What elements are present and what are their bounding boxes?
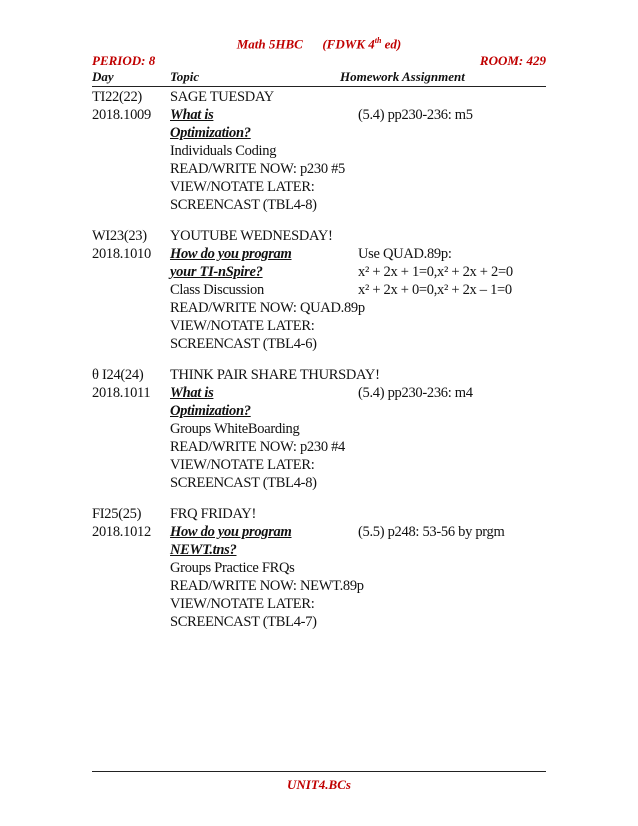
homework: (5.4) pp230-236: m5 bbox=[358, 107, 473, 123]
course-title bbox=[0, 36, 638, 52]
column-header-topic: Topic bbox=[170, 69, 200, 84]
room-label: ROOM: 429 bbox=[479, 53, 546, 68]
topic-line-1: How do you program bbox=[170, 246, 292, 262]
homework: Use QUAD.89p: bbox=[358, 246, 452, 262]
topic-line-2: Optimization? bbox=[170, 403, 251, 419]
topic-line-2: Optimization? bbox=[170, 125, 251, 141]
day-code: FI25(25) bbox=[92, 506, 142, 522]
topic-line-1: What is bbox=[170, 385, 214, 401]
activity: Groups Practice FRQs bbox=[170, 560, 295, 576]
topic-line-1: What is bbox=[170, 107, 214, 123]
unit-footer: UNIT4.BCs bbox=[287, 777, 351, 792]
activity: Groups WhiteBoarding bbox=[170, 421, 300, 437]
course-name: Math 5HBC bbox=[236, 36, 303, 52]
header-rule bbox=[92, 86, 546, 87]
topic-line-1: How do you program bbox=[170, 524, 292, 540]
entry-date: 2018.1011 bbox=[92, 385, 151, 401]
edition-suffix: ed) bbox=[381, 36, 402, 52]
day-code: TI22(22) bbox=[92, 89, 142, 105]
activity: Individuals Coding bbox=[170, 143, 277, 159]
entry-date: 2018.1010 bbox=[92, 246, 151, 262]
screencast: SCREENCAST (TBL4-8) bbox=[170, 197, 317, 213]
activity: Class Discussion bbox=[170, 282, 264, 298]
day-title: SAGE TUESDAY bbox=[170, 89, 274, 105]
day-code: WI23(23) bbox=[92, 228, 147, 244]
footer-rule bbox=[92, 771, 546, 772]
view-notate: VIEW/NOTATE LATER: bbox=[170, 318, 315, 334]
period-label: PERIOD: 8 bbox=[92, 53, 156, 68]
entry-date: 2018.1009 bbox=[92, 107, 151, 123]
view-notate: VIEW/NOTATE LATER: bbox=[170, 596, 315, 612]
view-notate: VIEW/NOTATE LATER: bbox=[170, 179, 315, 195]
homework-equation-1: x² + 2x + 1=0,x² + 2x + 2=0 bbox=[358, 264, 513, 280]
homework: (5.5) p248: 53-56 by prgm bbox=[358, 524, 505, 540]
view-notate: VIEW/NOTATE LATER: bbox=[170, 457, 315, 473]
edition-sup: th bbox=[374, 36, 382, 45]
column-header-day: Day bbox=[92, 69, 114, 84]
day-title: THINK PAIR SHARE THURSDAY! bbox=[170, 367, 380, 383]
screencast: SCREENCAST (TBL4-8) bbox=[170, 475, 317, 491]
read-write: READ/WRITE NOW: p230 #5 bbox=[170, 161, 345, 177]
column-header-homework: Homework Assignment bbox=[340, 69, 465, 84]
entry-date: 2018.1012 bbox=[92, 524, 151, 540]
read-write: READ/WRITE NOW: NEWT.89p bbox=[170, 578, 364, 594]
screencast: SCREENCAST (TBL4-7) bbox=[170, 614, 317, 630]
day-code: θ I24(24) bbox=[92, 367, 144, 383]
topic-line-2: NEWT.tns? bbox=[170, 542, 237, 558]
day-title: FRQ FRIDAY! bbox=[170, 506, 257, 522]
edition-prefix: (FDWK 4 bbox=[322, 36, 375, 52]
topic-line-2: your TI-nSpire? bbox=[170, 264, 263, 280]
read-write: READ/WRITE NOW: QUAD.89p bbox=[170, 300, 365, 316]
screencast: SCREENCAST (TBL4-6) bbox=[170, 336, 317, 352]
read-write: READ/WRITE NOW: p230 #4 bbox=[170, 439, 345, 455]
homework-equation-2: x² + 2x + 0=0,x² + 2x – 1=0 bbox=[358, 282, 512, 298]
homework: (5.4) pp230-236: m4 bbox=[358, 385, 473, 401]
day-title: YOUTUBE WEDNESDAY! bbox=[170, 228, 333, 244]
